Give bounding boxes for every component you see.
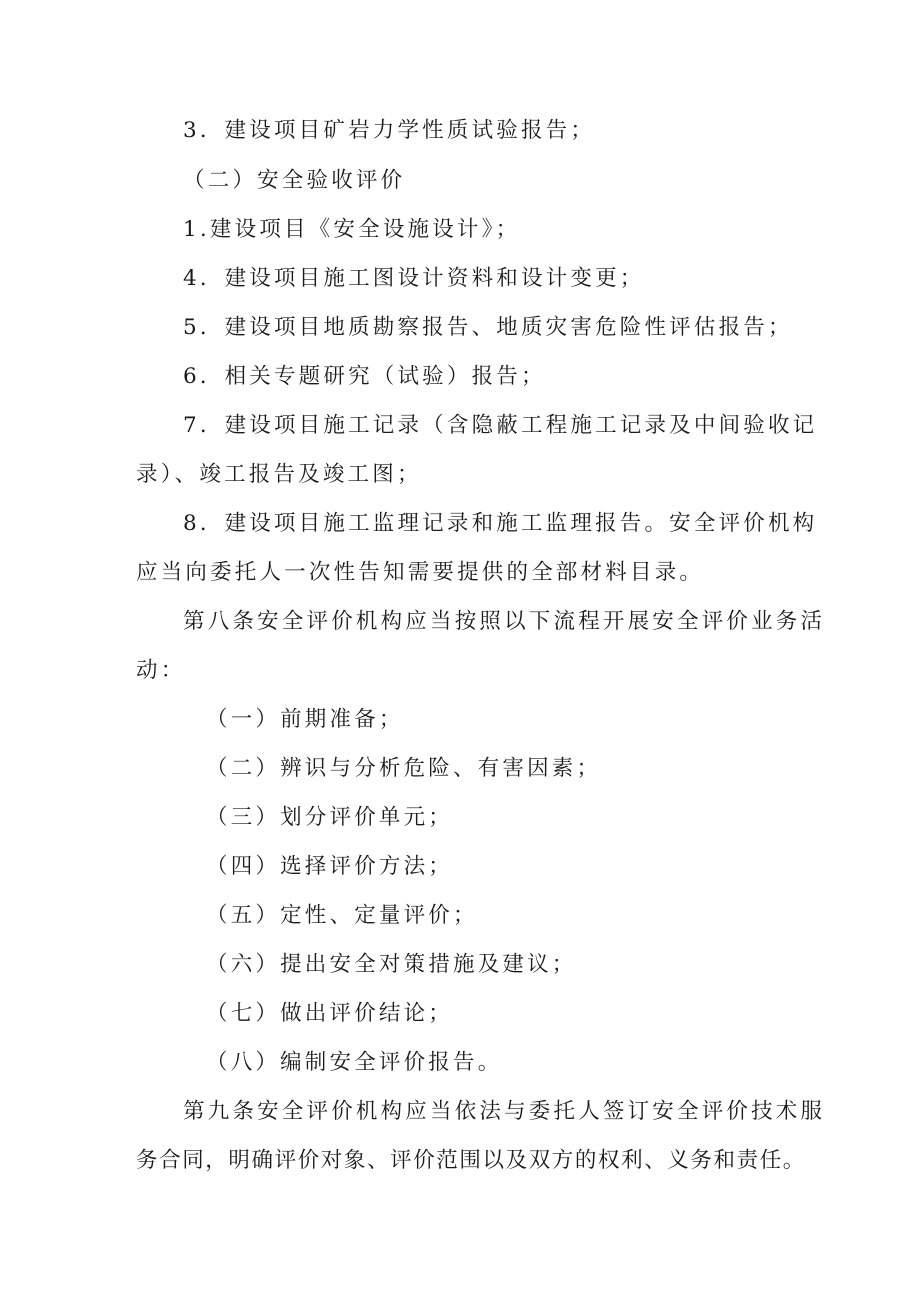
text-line-10: 应当向委托人一次性告知需要提供的全部材料目录。	[136, 560, 705, 585]
text-line-18: （六）提出安全对策措施及建议；	[206, 952, 577, 977]
text-line-14: （二）辨识与分析危险、有害因素；	[206, 756, 602, 781]
text-line-13: （一）前期准备；	[206, 707, 404, 732]
text-line-19: （七）做出评价结论；	[206, 1001, 454, 1026]
text-line-5: 5．建设项目地质勘察报告、地质灾害危险性评估报告；	[183, 315, 793, 340]
text-line-1: 3．建设项目矿岩力学性质试验报告；	[183, 118, 596, 143]
text-line-8: 录）、竣工报告及竣工图；	[136, 462, 422, 487]
text-line-22: 务合同，明确评价对象、评价范围以及双方的权利、义务和责任。	[136, 1148, 806, 1173]
text-line-3: 1.建设项目《安全设施设计》；	[183, 217, 521, 242]
text-line-12: 动：	[136, 658, 186, 683]
text-line-11: 第八条安全评价机构应当按照以下流程开展安全评价业务活	[183, 609, 826, 634]
text-line-2: （二）安全验收评价	[183, 168, 406, 193]
text-line-6: 6．相关专题研究（试验）报告；	[183, 364, 546, 389]
text-line-21: 第九条安全评价机构应当依法与委托人签订安全评价技术服	[183, 1099, 826, 1124]
text-line-20: （八）编制安全评价报告。	[206, 1050, 503, 1075]
text-line-16: （四）选择评价方法；	[206, 854, 454, 879]
text-line-7: 7．建设项目施工记录（含隐蔽工程施工记录及中间验收记	[183, 413, 818, 438]
text-line-9: 8．建设项目施工监理记录和施工监理报告。安全评价机构	[183, 511, 818, 536]
text-line-17: （五）定性、定量评价；	[206, 903, 478, 928]
text-line-15: （三）划分评价单元；	[206, 805, 454, 830]
text-line-4: 4．建设项目施工图设计资料和设计变更；	[183, 266, 645, 291]
